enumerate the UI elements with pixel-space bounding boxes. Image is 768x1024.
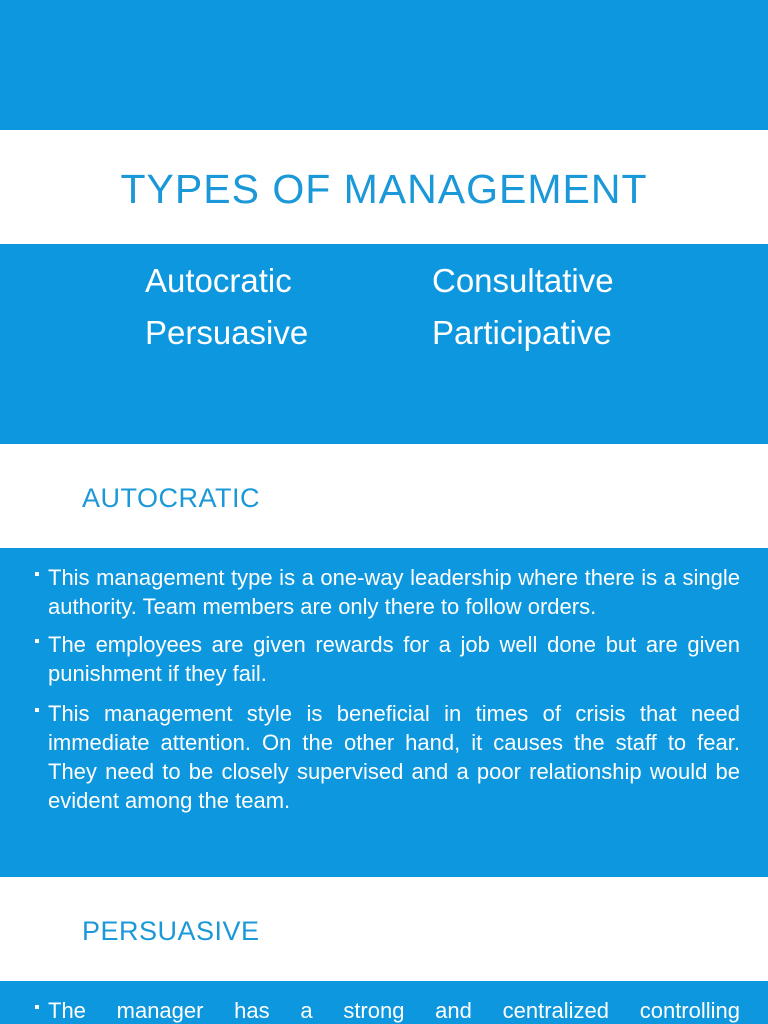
bullet-icon	[35, 708, 39, 712]
type-participative: Participative	[432, 314, 612, 351]
bullet-text: The manager has a strong and centralized controlling	[48, 998, 740, 1023]
types-band	[0, 244, 768, 444]
type-persuasive: Persuasive	[145, 314, 309, 351]
section-heading-autocratic: AUTOCRATIC	[82, 483, 261, 513]
bullet-text: This management type is a one-way leadership where there is a single authority. Team members are only there to follow orders.	[48, 565, 740, 619]
type-consultative: Consultative	[432, 262, 614, 299]
bullet-icon	[35, 1005, 39, 1009]
section-heading-persuasive: PERSUASIVE	[82, 916, 260, 946]
bullet-text: The employees are given rewards for a job well done but are given punishment if they fail.	[48, 632, 740, 686]
page-title: TYPES OF MANAGEMENT	[120, 166, 648, 212]
bullet-icon	[35, 639, 39, 643]
list-item	[48, 563, 740, 621]
list-item	[48, 996, 740, 1024]
bullet-icon	[35, 572, 39, 576]
autocratic-content	[0, 548, 768, 877]
type-autocratic: Autocratic	[145, 262, 292, 299]
list-item	[48, 699, 740, 815]
bullet-text: This management style is beneficial in times of crisis that need immediate attention. On the other hand, it causes the staff to fear. They need to be closely supervised and a poor relationship would be evident among the team.	[48, 701, 740, 813]
section-heading-area	[0, 444, 768, 548]
persuasive-content	[0, 981, 768, 1024]
top-band	[0, 0, 768, 130]
list-item	[48, 630, 740, 688]
section-heading-area	[0, 877, 768, 981]
